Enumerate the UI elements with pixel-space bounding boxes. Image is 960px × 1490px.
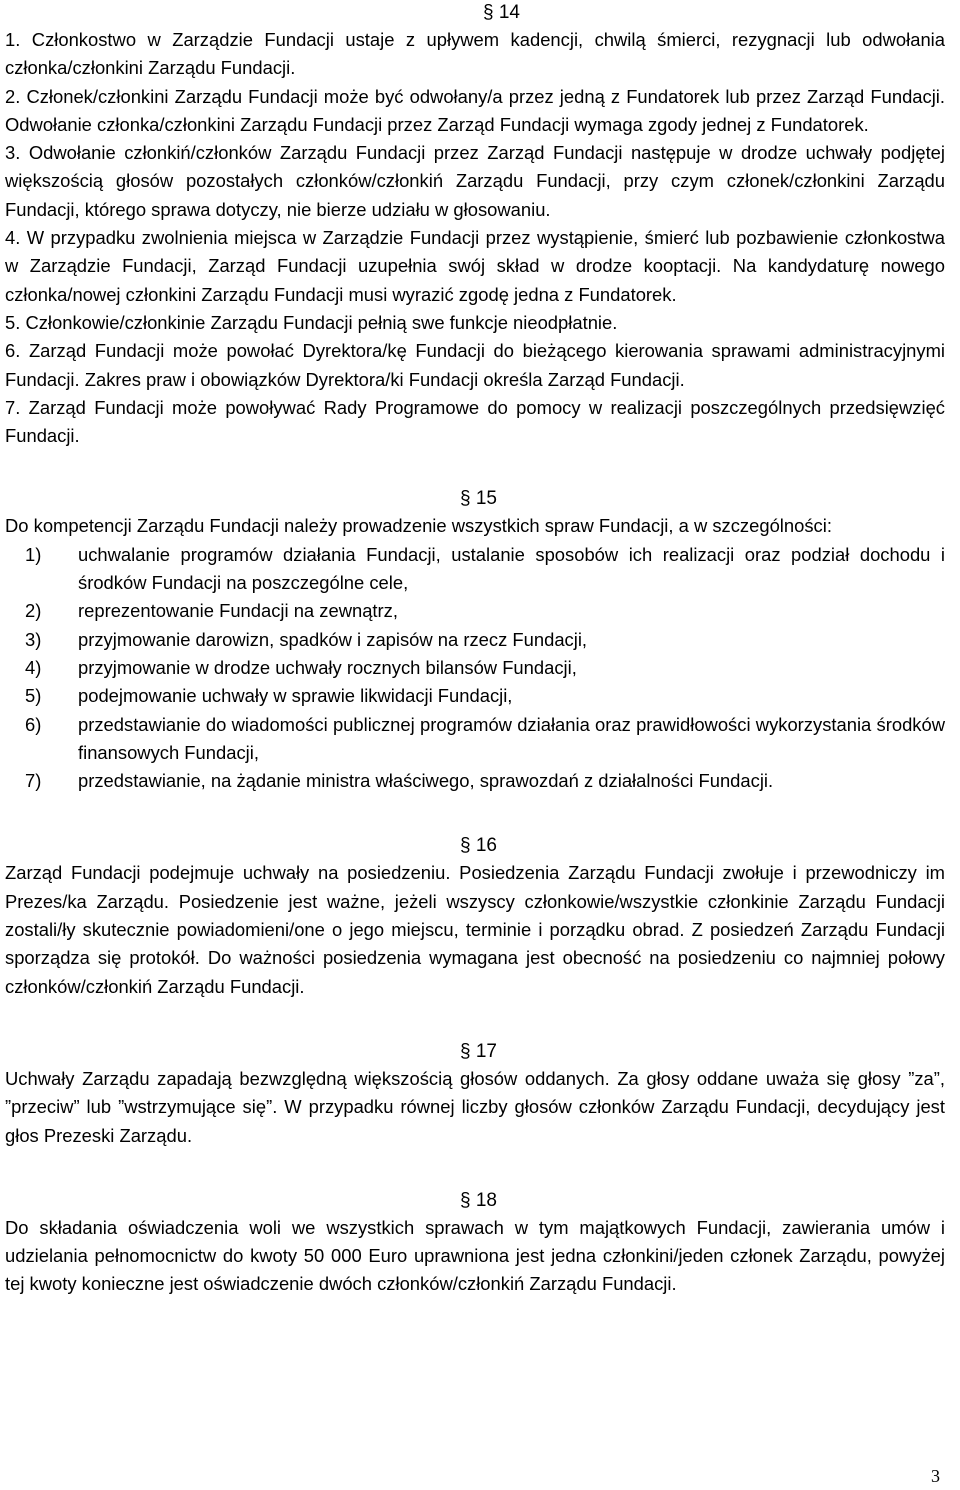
section-14-paragraph-3: 3. Odwołanie członkiń/członków Zarządu Fundacji przez Zarząd Fundacji następuje w drodze uchwały podjętej większością głosów pozostałych członków/członkiń Zarządu Fundacji, przy czym członek/członkini Zarządu Fundacji, którego sprawa dotyczy, nie bierze udziału w głosowaniu. xyxy=(5,142,945,220)
list-item xyxy=(5,541,945,598)
list-item-text: przedstawianie do wiadomości publicznej programów działania oraz prawidłowości wykorzystania środków finansowych Fundacji, xyxy=(78,713,945,763)
section-18 xyxy=(5,1188,945,1299)
list-item-number: 4) xyxy=(25,656,42,678)
section-14 xyxy=(5,0,945,450)
section-14-paragraph-7: 7. Zarząd Fundacji może powoływać Rady Programowe do pomocy w realizacji poszczególnych przedsięwzięć Fundacji. xyxy=(5,396,945,447)
section-18-text: Do składania oświadczenia woli we wszystkich sprawach w tym majątkowych Fundacji, zawierania umów i udzielania pełnomocnictw do kwoty 50 000 Euro uprawniona jest jedna członkini/jeden członek Zarządu, powyżej tej kwoty konieczne jest oświadczenie dwóch członków/członkiń Zarządu Fundacji. xyxy=(5,1216,945,1295)
list-item-text: reprezentowanie Fundacji na zewnątrz, xyxy=(78,600,398,622)
section-15 xyxy=(5,486,945,795)
list-item xyxy=(5,682,945,710)
section-18-title: § 18 xyxy=(460,1189,497,1211)
section-16-text: Zarząd Fundacji podejmuje uchwały na posiedzeniu. Posiedzenia Zarządu Fundacji zwołuje i przewodniczy im Prezes/ka Zarządu. Posiedzenie jest ważne, jeżeli wszyscy członkowie/wszystkie członkinie Zarządu Fundacji zostali/ły skutecznie powiadomieni/one o jego miejscu, terminie i porządku obrad. Z posiedzeń Zarządu Fundacji sporządza się protokół. Do ważności posiedzenia wymagana jest obecność na posiedzeniu co najmniej połowy członków/członkiń Zarządu Fundacji. xyxy=(5,862,945,997)
list-item xyxy=(5,767,945,795)
page-number: 3 xyxy=(931,1466,940,1486)
section-17-title: § 17 xyxy=(460,1040,497,1062)
section-16-title: § 16 xyxy=(460,835,497,857)
list-item-number: 3) xyxy=(25,628,42,650)
list-item xyxy=(5,626,945,654)
list-item-number: 5) xyxy=(25,685,42,707)
list-item-text: podejmowanie uchwały w sprawie likwidacji Fundacji, xyxy=(78,685,513,707)
list-item xyxy=(5,711,945,768)
list-item xyxy=(5,597,945,625)
section-14-paragraph-2: 2. Członek/członkini Zarządu Fundacji może być odwołany/a przez jedną z Fundatorek lub przez Zarząd Fundacji. Odwołanie członka/członkini Zarządu Fundacji przez Zarząd Fundacji wymaga zgody jednej z Fundatorek. xyxy=(5,85,945,135)
list-item-text: przyjmowanie darowizn, spadków i zapisów na rzecz Fundacji, xyxy=(78,628,588,650)
competence-list xyxy=(5,541,945,796)
list-item-number: 2) xyxy=(25,600,42,622)
list-item-number: 1) xyxy=(25,543,42,565)
list-item-text: przyjmowanie w drodze uchwały rocznych bilansów Fundacji, xyxy=(78,656,577,678)
list-item xyxy=(5,654,945,682)
list-item-text: przedstawianie, na żądanie ministra właściwego, sprawozdań z działalności Fundacji. xyxy=(78,770,774,792)
list-item-number: 6) xyxy=(25,713,42,735)
section-17-text: Uchwały Zarządu zapadają bezwzględną większością głosów oddanych. Za głosy oddane uważa się głosy ”za”, ”przeciw” lub ”wstrzymujące się”. W przypadku równej liczby głosów członków Zarządu Fundacji, decydujący jest głos Prezeski Zarządu. xyxy=(5,1067,945,1146)
section-15-title: § 15 xyxy=(460,488,497,510)
section-15-intro: Do kompetencji Zarządu Fundacji należy prowadzenie wszystkich spraw Fundacji, a w szczególności: xyxy=(5,515,832,537)
list-item-text: uchwalanie programów działania Fundacji, ustalanie sposobów ich realizacji oraz podział dochodu i środków Fundacji na poszczególne cele, xyxy=(78,543,945,594)
list-item-number: 7) xyxy=(25,770,42,792)
document-page xyxy=(5,0,945,1299)
section-14-title: § 14 xyxy=(483,2,520,23)
section-14-paragraph-4: 4. W przypadku zwolnienia miejsca w Zarządzie Fundacji przez wystąpienie, śmierć lub pozbawienie członkostwa w Zarządzie Fundacji, Zarząd Fundacji uzupełnia swój skład w drodze kooptacji. Na kandydaturę nowego członka/nowej członkini Zarządu Fundacji musi wyrazić zgodę jedna z Fundatorek. xyxy=(5,227,945,305)
section-14-paragraph-5: 5. Członkowie/członkinie Zarządu Fundacji pełnią swe funkcje nieodpłatnie. xyxy=(5,311,618,333)
section-14-paragraph-6: 6. Zarząd Fundacji może powołać Dyrektora/kę Fundacji do bieżącego kierowania sprawami administracyjnymi Fundacji. Zakres praw i obowiązków Dyrektora/ki Fundacji określa Zarząd Fundacji. xyxy=(5,340,945,390)
section-16 xyxy=(5,833,945,1000)
section-17 xyxy=(5,1039,945,1150)
section-14-paragraph-1: 1. Członkostwo w Zarządzie Fundacji ustaje z upływem kadencji, chwilą śmierci, rezygnacji lub odwołania członka/członkini Zarządu Fundacji. xyxy=(5,29,945,79)
